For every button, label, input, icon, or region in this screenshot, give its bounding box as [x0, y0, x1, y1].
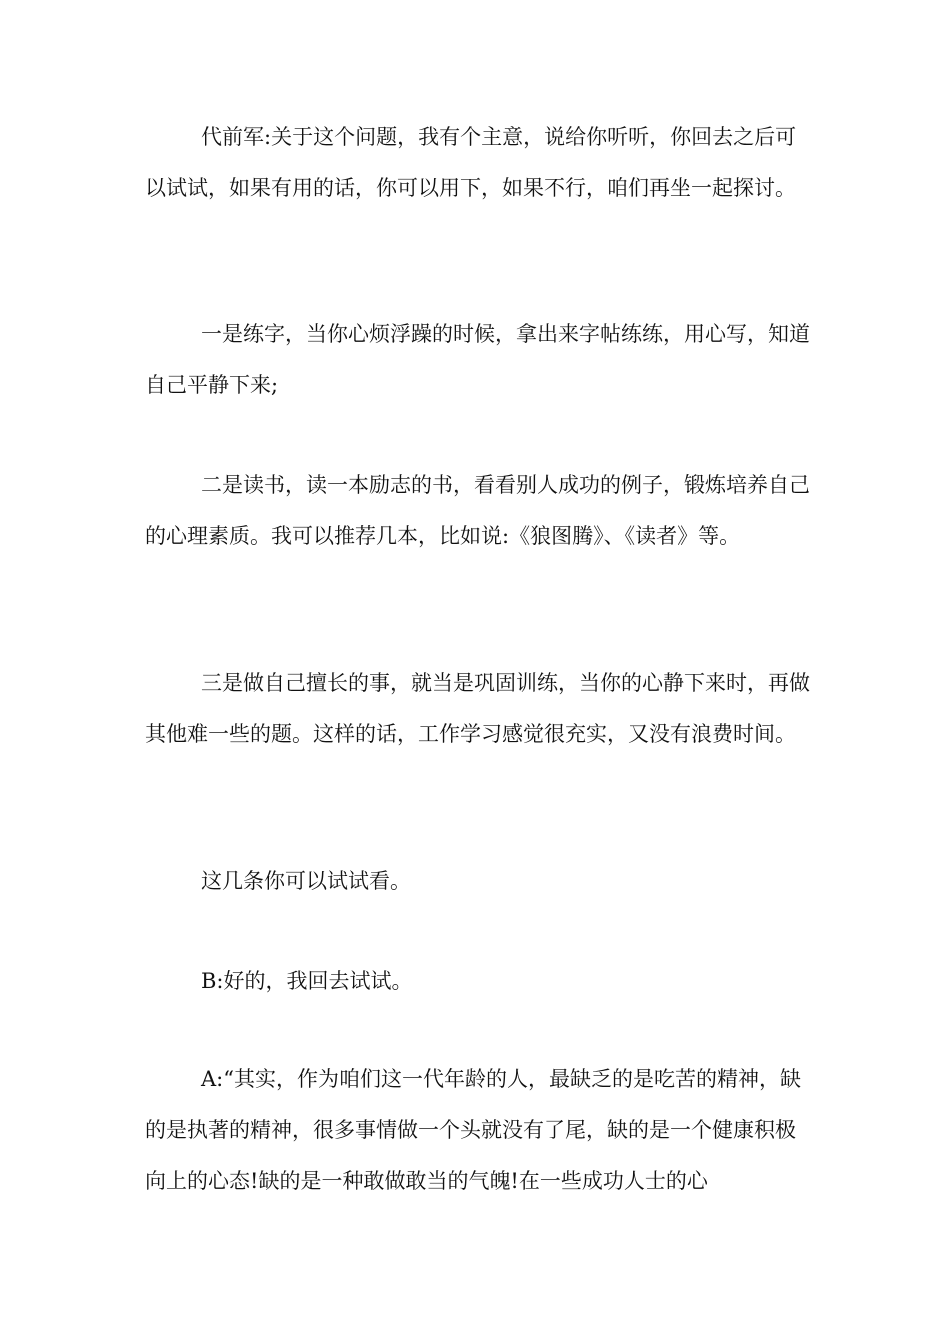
paragraph-point-one: 一是练字，当你心烦浮躁的时候，拿出来字帖练练，用心写，知道自己平静下来; — [145, 322, 810, 397]
paragraph-point-two: 二是读书，读一本励志的书，看看别人成功的例子，锻炼培养自己的心理素质。我可以推荐几本，比如说:《狼图腾》、《读者》等。 — [145, 473, 810, 548]
paragraph-response-b: B:好的，我回去试试。 — [201, 969, 413, 993]
paragraph-point-three: 三是做自己擅长的事，就当是巩固训练，当你的心静下来时，再做其他难一些的题。这样的话，工作学习感觉很充实，又没有浪费时间。 — [145, 671, 810, 746]
paragraph-opening-advice: 代前军:关于这个问题，我有个主意，说给你听听，你回去之后可以试试，如果有用的话，你可以用下，如果不行，咱们再坐一起探讨。 — [145, 125, 797, 200]
paragraph-suggestion-summary: 这几条你可以试试看。 — [201, 869, 411, 893]
paragraph-response-a: A:“其实，作为咱们这一代年龄的人，最缺乏的是吃苦的精神，缺的是执著的精神，很多事情做一个头就没有了尾，缺的是一个健康积极向上的心态!缺的是一种敢做敢当的气魄!在一些成功人士的心 — [145, 1067, 801, 1193]
